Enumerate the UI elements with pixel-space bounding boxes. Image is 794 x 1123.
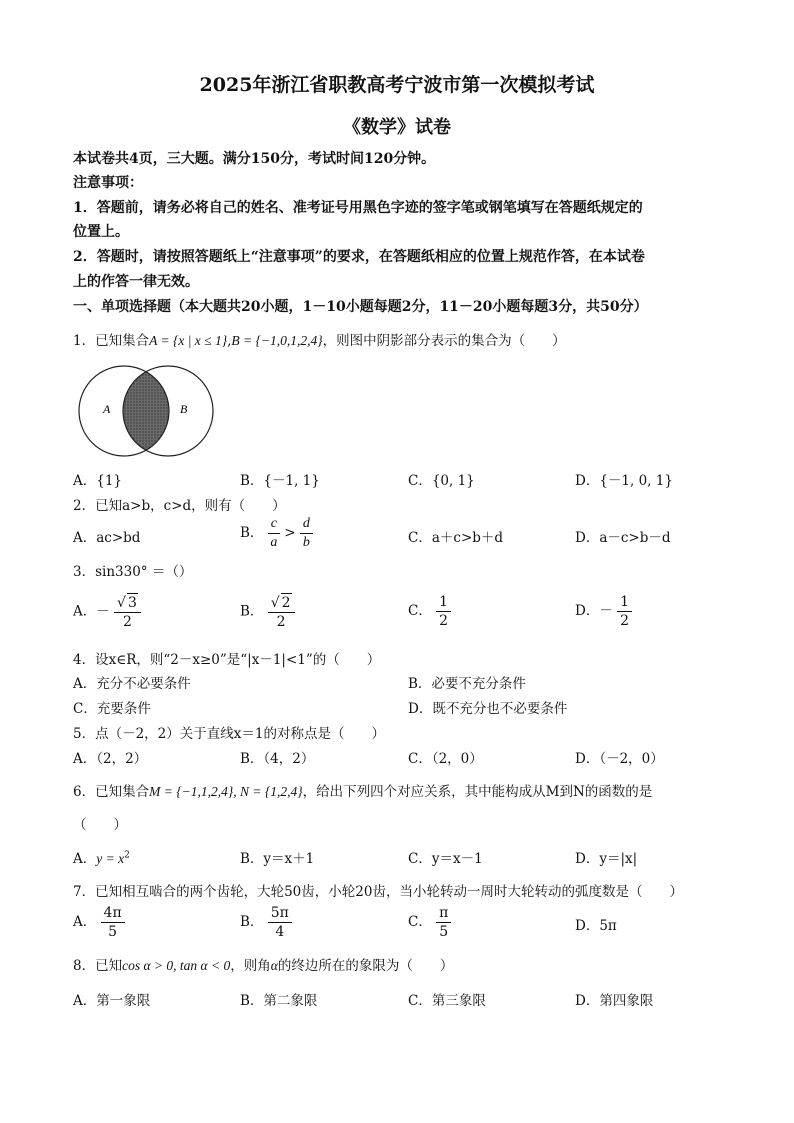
q7-option-c-frac xyxy=(436,904,451,941)
question-3-stem: 3．sin330° ＝（） xyxy=(73,564,193,580)
q7-option-d[interactable]: D．5π xyxy=(575,918,617,934)
q1-option-b[interactable]: B．{－1, 1} xyxy=(240,473,320,489)
q3-c-den: 2 xyxy=(439,613,449,629)
q2-option-b-letter: B． xyxy=(240,525,264,541)
q2-frac-num-d: d xyxy=(300,515,313,534)
q8-stem-suffix: 的终边所在的象限为（ ） xyxy=(277,958,454,974)
q8-option-a[interactable]: A．第一象限 xyxy=(73,993,151,1009)
q7-c-num: π xyxy=(436,904,451,923)
q2-option-c[interactable]: C．a＋c>b＋d xyxy=(408,530,504,546)
q4-option-d[interactable]: D．既不充分也不必要条件 xyxy=(408,701,568,717)
q1-set-b: B = {−1,0,1,2,4} xyxy=(231,333,323,348)
q6-option-a-expr: y = x xyxy=(96,851,125,866)
q8-option-c[interactable]: C．第三象限 xyxy=(408,993,486,1009)
question-5-stem: 5．点（－2，2）关于直线x＝1的对称点是（ ） xyxy=(73,726,385,742)
q5-option-c[interactable]: C．（2，0） xyxy=(408,751,483,767)
q7-a-den: 5 xyxy=(108,924,118,940)
q2-option-d[interactable]: D．a－c>b－d xyxy=(575,530,671,546)
q6-option-c[interactable]: C．y＝x－1 xyxy=(408,851,483,867)
question-8-stem xyxy=(73,954,453,974)
q2-frac-den-a: a xyxy=(270,535,278,550)
q6-stem-suffix: ，给出下列四个对应关系，其中能构成从M到N的函数的是 xyxy=(302,784,653,800)
q7-option-a-frac xyxy=(101,904,125,941)
exam-subtitle: 《数学》试卷 xyxy=(343,117,451,138)
q1-stem-suffix: ，则图中阴影部分表示的集合为（ ） xyxy=(322,333,566,349)
q7-option-c[interactable] xyxy=(408,904,451,941)
q8-option-d[interactable]: D．第四象限 xyxy=(575,993,654,1009)
q3-option-b[interactable] xyxy=(240,593,295,631)
q3-b-den: 2 xyxy=(276,614,286,630)
q3-d-den: 2 xyxy=(620,613,630,629)
q2-option-a[interactable]: A．ac>bd xyxy=(73,530,141,546)
q8-condition: cos α > 0, tan α < 0 xyxy=(122,958,231,973)
q3-option-d-frac xyxy=(617,593,632,630)
q7-option-b-frac xyxy=(268,904,292,941)
q8-stem-prefix: 8．已知 xyxy=(73,958,123,974)
venn-label-a: A xyxy=(103,402,111,416)
note-1-line-2: 位置上。 xyxy=(73,224,129,240)
exam-summary: 本试卷共4页，三大题。满分150分，考试时间120分钟。 xyxy=(73,151,436,167)
note-2-line-2: 上的作答一律无效。 xyxy=(73,274,199,290)
q2-frac-d-over-b xyxy=(300,515,313,552)
q5-option-a[interactable]: A．（2，2） xyxy=(73,751,148,767)
question-6-stem-line-2: （ ） xyxy=(73,817,127,833)
q6-option-d[interactable]: D．y＝|x| xyxy=(575,851,638,867)
question-7-stem: 7．已知相互啮合的两个齿轮，大轮50齿，小轮20齿，当小轮转动一周时大轮转动的弧度数是（ ） xyxy=(73,884,683,900)
q6-stem-prefix: 6．已知集合 xyxy=(73,784,150,800)
question-1-stem xyxy=(73,329,566,349)
q7-b-num: 5π xyxy=(268,904,292,923)
q1-option-c[interactable]: C．{0, 1} xyxy=(408,473,475,489)
q3-option-d-letter: D．－ xyxy=(575,603,613,619)
q3-a-num: √ 3 xyxy=(114,593,141,613)
q2-frac-num-c: c xyxy=(268,515,280,534)
q3-option-a-frac xyxy=(114,593,141,631)
q5-option-d[interactable]: D．（－2，0） xyxy=(575,751,664,767)
q1-set-a: A = {x | x ≤ 1} xyxy=(149,333,228,348)
q4-option-c[interactable]: C．充要条件 xyxy=(73,701,151,717)
q8-alpha: α xyxy=(270,958,278,973)
q2-frac-den-b: b xyxy=(302,535,310,550)
q2-option-b[interactable] xyxy=(240,515,313,552)
q7-option-c-letter: C． xyxy=(408,914,432,930)
q7-option-b[interactable] xyxy=(240,904,292,941)
q6-option-b[interactable]: B．y＝x＋1 xyxy=(240,851,315,867)
note-1-line-1: 1．答题前，请务必将自己的姓名、准考证号用黑色字迹的签字笔或钢笔填写在答题纸规定的 xyxy=(73,200,643,216)
q7-option-a[interactable] xyxy=(73,904,125,941)
q3-option-c-letter: C． xyxy=(408,603,432,619)
q8-stem-mid: ，则角 xyxy=(230,958,271,974)
q3-option-b-letter: B． xyxy=(240,603,264,620)
q6-option-a-exponent: 2 xyxy=(124,850,130,861)
venn-label-b: B xyxy=(180,402,188,416)
section-1-heading: 一、单项选择题（本大题共20小题，1－10小题每题2分，11－20小题每题3分，共50分） xyxy=(73,299,648,315)
q7-b-den: 4 xyxy=(275,924,285,940)
q1-option-d[interactable]: D．{－1, 0, 1} xyxy=(575,473,673,489)
q3-option-a-letter: A．－ xyxy=(73,603,110,620)
q3-d-num: 1 xyxy=(617,593,632,612)
q2-gt-sign: > xyxy=(284,525,296,541)
q3-option-c-frac xyxy=(436,593,451,630)
q1-option-a[interactable]: A．{1} xyxy=(73,473,123,489)
q2-frac-c-over-a xyxy=(268,515,280,552)
q3-option-c[interactable] xyxy=(408,593,451,630)
q6-sets: M = {−1,1,2,4}, N = {1,2,4} xyxy=(149,784,303,799)
question-6-stem xyxy=(73,780,652,800)
notice-heading: 注意事项： xyxy=(73,175,143,191)
note-2-line-1: 2．答题时，请按照答题纸上“注意事项”的要求，在答题纸相应的位置上规范作答，在本试卷 xyxy=(73,249,645,265)
q7-option-b-letter: B． xyxy=(240,914,264,930)
question-4-stem: 4．设x∈R，则“2－x≥0”是“|x－1|<1”的（ ） xyxy=(73,652,381,668)
q7-option-a-letter: A． xyxy=(73,914,97,930)
q6-option-a-letter: A． xyxy=(73,851,97,867)
q3-c-num: 1 xyxy=(436,593,451,612)
question-2-stem: 2．已知a>b，c>d，则有（ ） xyxy=(73,498,286,514)
q3-option-b-frac xyxy=(268,593,295,631)
q4-option-b[interactable]: B．必要不充分条件 xyxy=(408,676,526,692)
exam-title: 2025年浙江省职教高考宁波市第一次模拟考试 xyxy=(199,74,595,96)
q1-separator: , xyxy=(227,333,232,349)
q3-b-num: √ 2 xyxy=(268,593,295,613)
q6-option-a[interactable] xyxy=(73,847,130,867)
q3-a-den: 2 xyxy=(123,614,132,630)
q4-option-a[interactable]: A．充分不必要条件 xyxy=(73,676,191,692)
q7-c-den: 5 xyxy=(439,924,449,940)
q3-option-d[interactable] xyxy=(575,593,632,630)
q5-option-b[interactable]: B．（4，2） xyxy=(240,751,315,767)
q7-a-num: 4π xyxy=(101,904,125,923)
venn-diagram xyxy=(76,365,216,457)
q3-option-a[interactable] xyxy=(73,593,141,631)
q1-stem-prefix: 1．已知集合 xyxy=(73,333,150,349)
q8-option-b[interactable]: B．第二象限 xyxy=(240,993,318,1009)
